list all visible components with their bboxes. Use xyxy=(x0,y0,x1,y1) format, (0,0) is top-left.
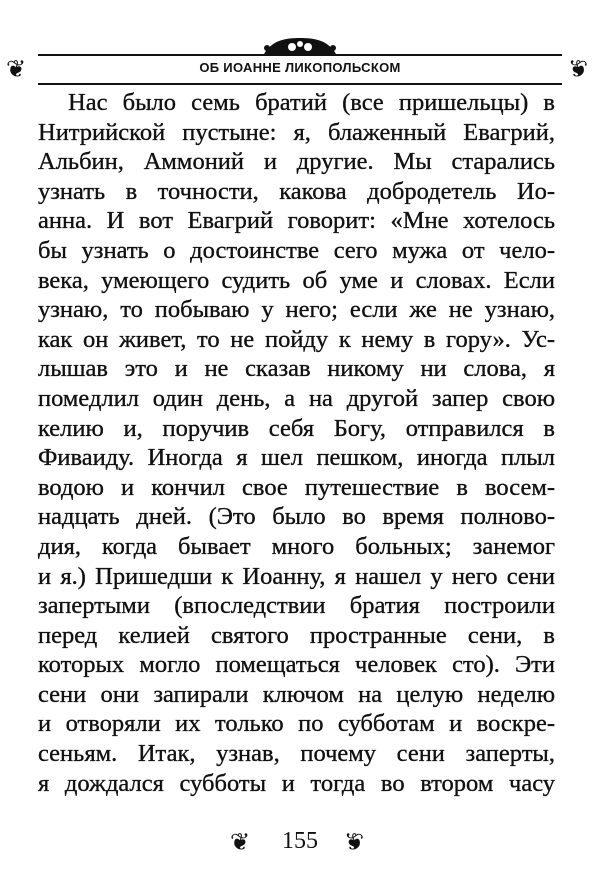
left-fleuron-icon: ❦ xyxy=(6,55,27,83)
text-line: сеньям. Итак, узнав, почему сени заперты, xyxy=(38,740,555,768)
text-line: дия, когда бывает много больных; занемог xyxy=(38,532,555,560)
page-number: 155 xyxy=(282,828,318,854)
footer-right-fleuron-icon: ❦ xyxy=(344,828,365,856)
text-line: Фиваиду. Иногда я шел пешком, иногда плыл xyxy=(38,444,555,472)
text-line: Альбин, Аммоний и другие. Мы старались xyxy=(38,148,555,176)
top-ornament-icon xyxy=(262,34,338,56)
text-line: века, умеющего судить об уме и словах. Если xyxy=(38,266,555,294)
text-line: помедлил один день, а на другой запер свою xyxy=(38,384,555,412)
text-line: и я.) Пришедши к Иоанну, я нашел у него сени xyxy=(38,562,555,590)
header-bottom-rule xyxy=(38,83,562,85)
text-line: как он живет, то не пойду к нему в гору». Ус- xyxy=(38,325,555,353)
text-line: келию и, поручив себя Богу, отправился в xyxy=(38,414,555,442)
footer-left-fleuron-icon: ❦ xyxy=(230,828,251,856)
text-line: которых могло помещаться человек сто). Эти xyxy=(38,651,555,679)
text-line: Нас было семь братий (все пришельцы) в xyxy=(68,89,555,116)
text-line: узнать в точности, какова добродетель Ио- xyxy=(38,177,555,205)
right-fleuron-icon: ❦ xyxy=(568,55,589,83)
header-top-rule xyxy=(38,54,562,56)
text-line: сени они запирали ключом на целую неделю xyxy=(38,680,555,708)
text-line: и отворяли их только по субботам и воскре- xyxy=(38,710,555,738)
body-text xyxy=(38,88,555,798)
text-line: надцать дней. (Это было во время полново- xyxy=(38,503,555,531)
text-line: бы узнать о достоинстве сего мужа от чело- xyxy=(38,236,555,264)
text-line: я дождался субботы и тогда во втором часу xyxy=(38,769,555,797)
text-line: перед келией святого пространные сени, в xyxy=(38,621,555,649)
text-line: запертыми (впоследствии братия построили xyxy=(38,592,555,620)
text-line: узнаю, то побываю у него; если же не узнаю, xyxy=(38,296,555,324)
running-title: ОБ ИОАННЕ ЛИКОПОЛЬСКОМ xyxy=(199,60,401,75)
text-line: водою и кончил свое путешествие в восем- xyxy=(38,473,555,501)
text-line: анна. И вот Евагрий говорит: «Мне хотелось xyxy=(38,207,555,235)
text-line: Нитрийской пустыне: я, блаженный Евагрий, xyxy=(38,118,555,146)
text-line: лышав это и не сказав никому ни слова, я xyxy=(38,355,555,383)
